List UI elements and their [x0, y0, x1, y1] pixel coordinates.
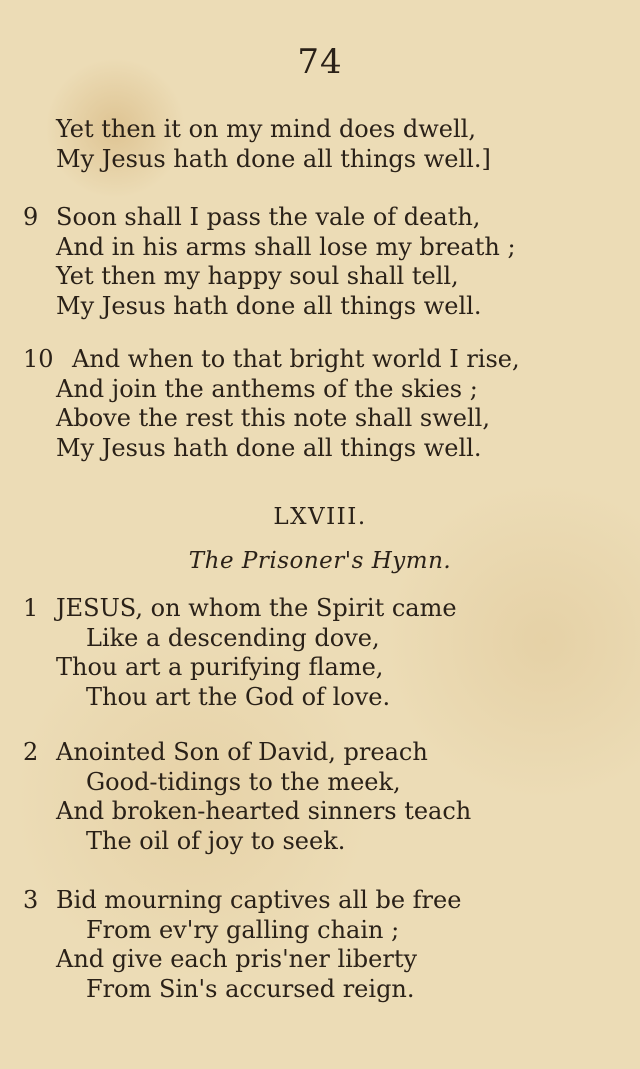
- verse-line: Above the rest this note shall swell,: [56, 404, 490, 432]
- verse-line: Thou art the God of love.: [86, 682, 391, 711]
- stanza-10: [0, 345, 640, 463]
- page-number: 74: [297, 42, 343, 82]
- verse-line: From Sin's accursed reign.: [86, 974, 415, 1003]
- verse-line: And give each pris'ner liberty: [56, 945, 418, 973]
- verse-line: My Jesus hath done all things well.: [56, 433, 482, 462]
- stanza-continued: [0, 115, 640, 174]
- stanza-number: 9: [23, 203, 39, 231]
- verse-line: Like a descending dove,: [86, 623, 380, 652]
- verse-line: My Jesus hath done all things well.: [56, 291, 482, 320]
- verse-line: Bid mourning captives all be free: [56, 886, 462, 914]
- verse-line: And when to that bright world I rise,: [72, 345, 520, 373]
- verse-line: JESUS, on whom the Spirit came: [56, 594, 457, 622]
- verse-line: And join the anthems of the skies ;: [56, 374, 478, 403]
- stanza-number: 10: [23, 345, 54, 373]
- hymn-title: The Prisoner's Hymn.: [188, 548, 452, 574]
- verse-line: Thou art a purifying flame,: [56, 653, 384, 681]
- stanza-3: [0, 886, 640, 1004]
- verse-line: And broken-hearted sinners teach: [56, 797, 472, 825]
- stanza-number: 3: [23, 886, 39, 914]
- stanza-number: 2: [23, 738, 39, 766]
- stanza-9: [0, 203, 640, 321]
- hymn-number: LXVIII.: [273, 504, 367, 530]
- verse-line: My Jesus hath done all things well.]: [56, 144, 491, 173]
- verse-line: And in his arms shall lose my breath ;: [56, 232, 516, 261]
- verse-line: The oil of joy to seek.: [86, 826, 346, 855]
- verse-line: Soon shall I pass the vale of death,: [56, 203, 481, 231]
- stanza-1: [0, 594, 640, 712]
- stanza-number: 1: [23, 594, 39, 622]
- verse-line: Good-tidings to the meek,: [86, 767, 401, 796]
- verse-line: Anointed Son of David, preach: [56, 738, 428, 766]
- stanza-2: [0, 738, 640, 856]
- verse-line: From ev'ry galling chain ;: [86, 915, 400, 944]
- verse-line: Yet then it on my mind does dwell,: [56, 115, 476, 143]
- verse-line: Yet then my happy soul shall tell,: [56, 262, 459, 290]
